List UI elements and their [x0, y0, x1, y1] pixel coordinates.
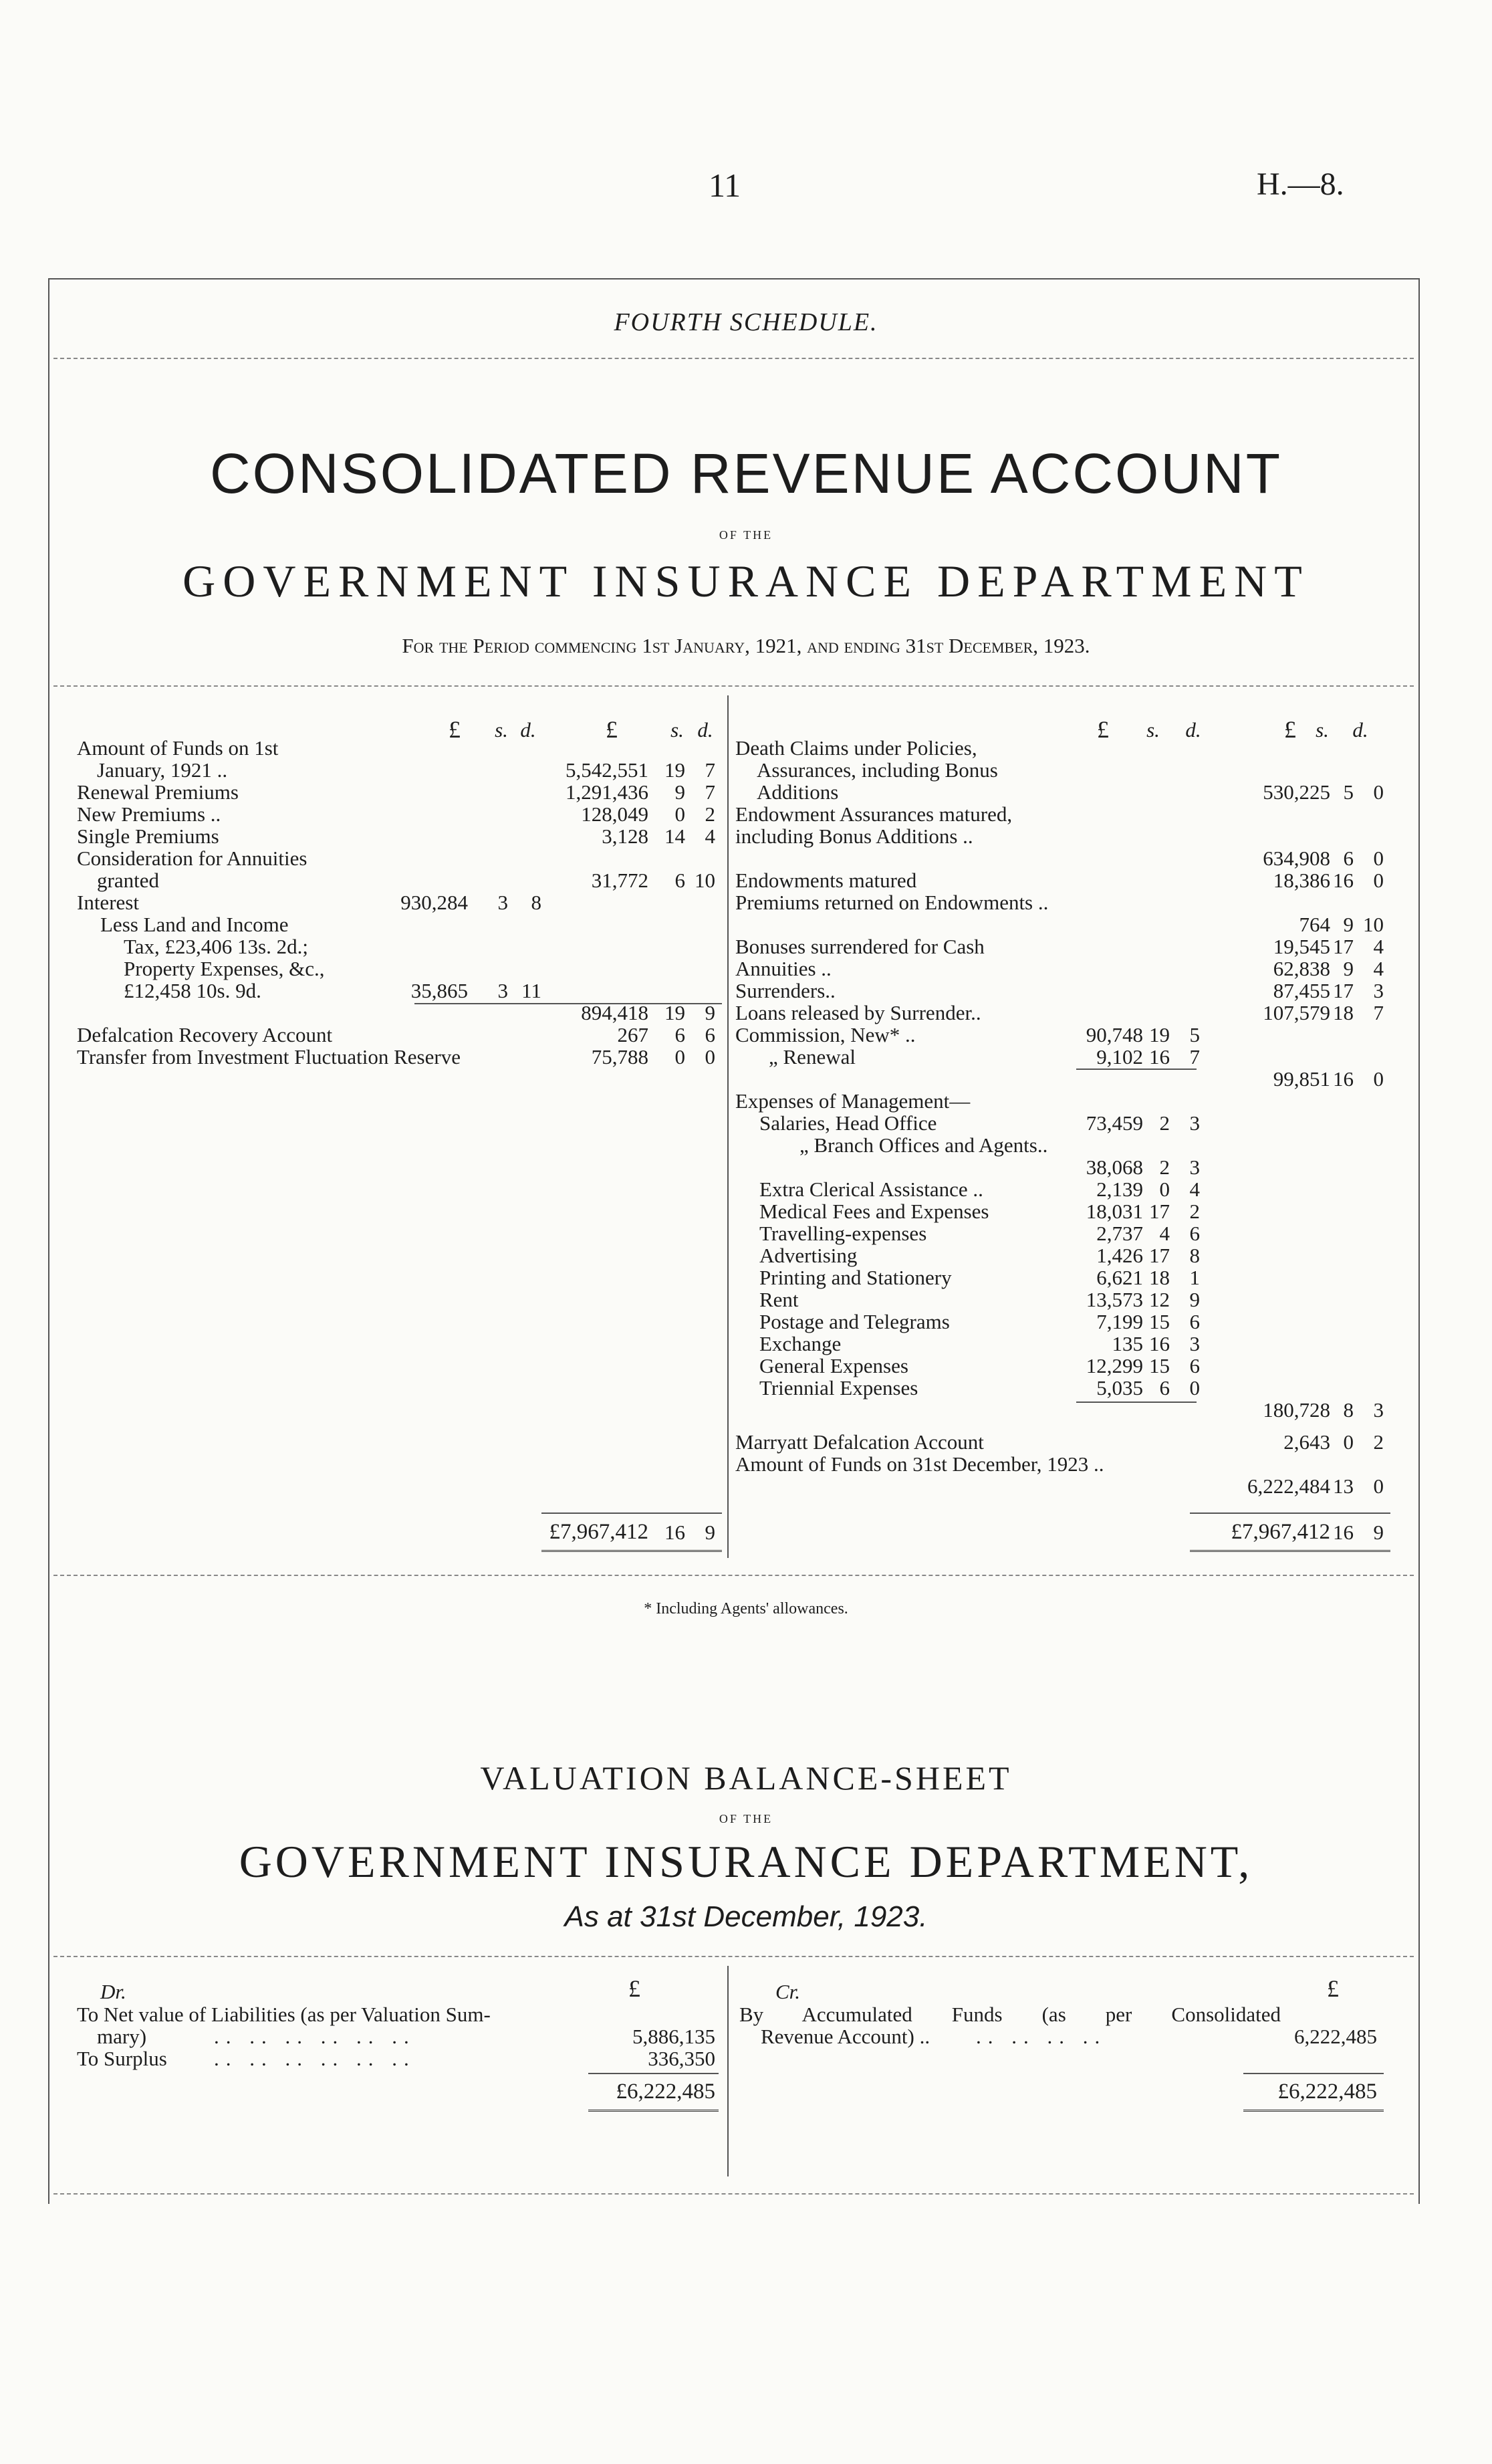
left-line: January, 1921 .. — [97, 758, 228, 782]
dr-total-double-rule — [588, 2110, 719, 2115]
left-line: Interest — [77, 891, 139, 914]
right-inner-pounds: 73,459 — [1086, 1111, 1143, 1135]
right-outer-shilling-header: s. — [1316, 718, 1329, 742]
right-line: Expenses of Management— — [735, 1089, 971, 1113]
right-line: Surrenders.. — [735, 979, 836, 1002]
page-number: 11 — [709, 166, 741, 204]
dr-pound-header: £ — [628, 1975, 640, 2002]
left-outer-pounds: 75,788 — [591, 1045, 648, 1069]
right-inner-pence: 3 — [1189, 1332, 1200, 1355]
right-inner-pence: 4 — [1189, 1178, 1200, 1201]
valuation-title-of: OF THE — [719, 1812, 773, 1825]
schedule-title: FOURTH SCHEDULE. — [614, 308, 878, 336]
left-outer-shillings: 0 — [674, 1045, 685, 1069]
dr-leader: .. .. .. .. .. .. — [214, 2025, 416, 2048]
right-line: Annuities .. — [735, 957, 832, 980]
left-inner-pounds: 930,284 — [400, 891, 468, 914]
right-inner-shillings: 6 — [1159, 1376, 1170, 1399]
right-inner-pence: 6 — [1189, 1222, 1200, 1245]
right-outer-shillings: 16 — [1333, 869, 1354, 892]
left-outer-pence: 0 — [705, 1045, 715, 1069]
right-line: „ Renewal — [769, 1045, 856, 1069]
right-inner-pence: 3 — [1189, 1155, 1200, 1179]
left-line: New Premiums .. — [77, 802, 221, 826]
right-total-top-rule — [1190, 1513, 1390, 1514]
right-outer-pounds: 99,851 — [1273, 1067, 1330, 1091]
right-outer-pence: 0 — [1373, 1067, 1384, 1091]
right-inner-pounds: 12,299 — [1086, 1354, 1143, 1377]
right-outer-pounds: 62,838 — [1273, 957, 1330, 980]
right-total-pounds: £7,967,412 — [1231, 1520, 1330, 1544]
right-outer-shillings: 13 — [1333, 1474, 1354, 1498]
right-outer-shillings: 16 — [1333, 1067, 1354, 1091]
left-line: Renewal Premiums — [77, 780, 239, 804]
right-inner-shillings: 17 — [1149, 1200, 1170, 1223]
frame-top-rule — [48, 278, 1420, 279]
table-center-rule — [727, 695, 729, 1558]
right-line: Travelling-expenses — [759, 1222, 927, 1245]
right-inner-shillings: 12 — [1149, 1288, 1170, 1311]
right-line: Salaries, Head Office — [759, 1111, 937, 1135]
left-inner-shilling-header: s. — [495, 718, 508, 742]
left-outer-pounds: 1,291,436 — [566, 780, 648, 804]
left-outer-pounds: 3,128 — [602, 824, 648, 848]
right-outer-pence: 0 — [1373, 847, 1384, 870]
commission-subtotal-rule — [1076, 1069, 1197, 1070]
left-inner-pence: 11 — [521, 979, 541, 1002]
right-outer-pence: 2 — [1373, 1430, 1384, 1454]
right-outer-pence: 0 — [1373, 869, 1384, 892]
left-line: Tax, £23,406 13s. 2d.; — [124, 935, 308, 958]
left-line: Transfer from Investment Fluctuation Reserve — [77, 1045, 461, 1069]
right-outer-pounds: 18,386 — [1273, 869, 1330, 892]
right-line: Additions — [757, 780, 839, 804]
right-inner-pounds: 18,031 — [1086, 1200, 1143, 1223]
left-outer-pounds: 5,542,551 — [566, 758, 648, 782]
cr-value: 6,222,485 — [1294, 2025, 1377, 2048]
schedule-divider — [53, 358, 1414, 359]
right-outer-shillings: 9 — [1343, 913, 1354, 936]
right-inner-pounds: 2,139 — [1096, 1178, 1143, 1201]
right-outer-pence: 3 — [1373, 979, 1384, 1002]
valuation-title-line2: GOVERNMENT INSURANCE DEPARTMENT, — [239, 1836, 1253, 1887]
right-total-pence: 9 — [1373, 1521, 1384, 1544]
right-inner-pence: 1 — [1189, 1266, 1200, 1289]
revenue-title-of: OF THE — [719, 528, 773, 542]
left-total-double-rule — [541, 1550, 722, 1555]
left-line: granted — [97, 869, 159, 892]
right-outer-shillings: 0 — [1343, 1430, 1354, 1454]
cr-line: By Accumulated Funds (as per Consolidated — [739, 2003, 1281, 2026]
left-outer-pence: 4 — [705, 824, 715, 848]
right-outer-pence: 0 — [1373, 1474, 1384, 1498]
right-inner-pence-header: d. — [1185, 718, 1201, 742]
left-inner-shillings: 3 — [497, 891, 508, 914]
left-outer-pence: 6 — [705, 1023, 715, 1046]
left-inner-pound-header: £ — [449, 716, 461, 743]
right-outer-shillings: 6 — [1343, 847, 1354, 870]
dr-label: Dr. — [100, 1980, 126, 2003]
right-outer-pence-header: d. — [1352, 718, 1368, 742]
valuation-subtitle: As at 31st December, 1923. — [564, 1900, 928, 1933]
right-outer-shillings: 17 — [1333, 979, 1354, 1002]
valuation-center-rule — [727, 1966, 729, 2176]
expenses-subtotal-rule — [1076, 1402, 1197, 1403]
right-inner-pence: 6 — [1189, 1310, 1200, 1333]
table-bottom-rule — [53, 1575, 1414, 1576]
cr-pound-header: £ — [1327, 1975, 1339, 2002]
right-line: Death Claims under Policies, — [735, 736, 977, 760]
right-inner-shillings: 15 — [1149, 1310, 1170, 1333]
cr-total-rule — [1243, 2073, 1384, 2074]
left-line: Defalcation Recovery Account — [77, 1023, 333, 1046]
table-top-rule — [53, 685, 1414, 687]
right-line: Postage and Telegrams — [759, 1310, 950, 1333]
right-outer-pounds: 87,455 — [1273, 979, 1330, 1002]
left-line: Amount of Funds on 1st — [77, 736, 279, 760]
right-inner-shillings: 0 — [1159, 1178, 1170, 1201]
right-inner-shillings: 2 — [1159, 1111, 1170, 1135]
right-outer-pounds: 764 — [1299, 913, 1330, 936]
right-inner-shillings: 17 — [1149, 1244, 1170, 1267]
right-inner-pence: 0 — [1189, 1376, 1200, 1399]
left-outer-shillings: 19 — [664, 758, 685, 782]
right-line: Bonuses surrendered for Cash — [735, 935, 985, 958]
right-line: Endowment Assurances matured, including Bonus Additions .. — [735, 802, 1013, 848]
left-outer-shillings: 6 — [674, 869, 685, 892]
right-line: Extra Clerical Assistance .. — [759, 1178, 983, 1201]
right-inner-pence: 5 — [1189, 1023, 1200, 1046]
footnote: * Including Agents' allowances. — [644, 1600, 848, 1617]
left-outer-shillings: 19 — [664, 1001, 685, 1024]
left-outer-pence: 9 — [705, 1001, 715, 1024]
right-outer-pence: 4 — [1373, 935, 1384, 958]
revenue-period: For the Period commencing 1st January, 1921, and ending 31st December, 1923. — [402, 634, 1090, 657]
left-inner-shillings: 3 — [497, 979, 508, 1002]
left-inner-pounds: 35,865 — [410, 979, 468, 1002]
frame-bottom-rule — [53, 2193, 1414, 2195]
right-inner-shillings: 4 — [1159, 1222, 1170, 1245]
right-outer-pounds: 19,545 — [1273, 935, 1330, 958]
right-line: Loans released by Surrender.. — [735, 1001, 981, 1024]
right-inner-shillings: 18 — [1149, 1266, 1170, 1289]
right-inner-pounds: 90,748 — [1086, 1023, 1143, 1046]
dr-line: To Surplus — [77, 2047, 167, 2070]
right-inner-shillings: 15 — [1149, 1354, 1170, 1377]
right-outer-pounds: 6,222,484 — [1247, 1474, 1330, 1498]
dr-leader: .. .. .. .. .. .. — [214, 2047, 416, 2070]
right-outer-shillings: 9 — [1343, 957, 1354, 980]
right-line: Printing and Stationery — [759, 1266, 952, 1289]
right-line: Marryatt Defalcation Account — [735, 1430, 984, 1454]
left-line: Property Expenses, &c., — [124, 957, 325, 980]
right-outer-shillings: 18 — [1333, 1001, 1354, 1024]
right-inner-shillings: 16 — [1149, 1332, 1170, 1355]
right-line: Assurances, including Bonus — [757, 758, 998, 782]
right-inner-pounds: 2,737 — [1096, 1222, 1143, 1245]
dr-line: mary) — [97, 2025, 147, 2048]
right-line: Premiums returned on Endowments .. — [735, 891, 1049, 914]
left-line: £12,458 10s. 9d. — [124, 979, 261, 1002]
left-outer-shillings: 6 — [674, 1023, 685, 1046]
dr-total-rule — [588, 2073, 719, 2074]
right-inner-pence: 3 — [1189, 1111, 1200, 1135]
left-outer-pence: 10 — [695, 869, 715, 892]
right-total-shillings: 16 — [1333, 1521, 1354, 1544]
left-inner-pence-header: d. — [520, 718, 536, 742]
right-inner-pence: 6 — [1189, 1354, 1200, 1377]
cr-line: Revenue Account) .. — [761, 2025, 930, 2048]
left-outer-shillings: 9 — [674, 780, 685, 804]
right-line: Commission, New* .. — [735, 1023, 916, 1046]
left-line: Single Premiums — [77, 824, 219, 848]
left-outer-shillings: 14 — [664, 824, 685, 848]
right-outer-pence: 4 — [1373, 957, 1384, 980]
right-outer-pence: 0 — [1373, 780, 1384, 804]
right-inner-pounds: 135 — [1112, 1332, 1143, 1355]
right-outer-pence: 10 — [1363, 913, 1384, 936]
right-outer-pounds: 2,643 — [1283, 1430, 1330, 1454]
right-inner-pounds: 5,035 — [1096, 1376, 1143, 1399]
right-line: Rent — [759, 1288, 799, 1311]
dr-value: 336,350 — [648, 2047, 715, 2070]
right-outer-pence: 7 — [1373, 1001, 1384, 1024]
right-outer-pounds: 107,579 — [1263, 1001, 1330, 1024]
right-line: General Expenses — [759, 1354, 908, 1377]
right-line: Exchange — [759, 1332, 842, 1355]
left-line: Consideration for Annuities — [77, 847, 307, 870]
right-inner-pounds: 1,426 — [1096, 1244, 1143, 1267]
right-outer-shillings: 5 — [1343, 780, 1354, 804]
right-line: Triennial Expenses — [759, 1376, 918, 1399]
right-outer-pounds: 180,728 — [1263, 1398, 1330, 1422]
left-total-pence: 9 — [705, 1521, 715, 1544]
right-inner-shilling-header: s. — [1146, 718, 1160, 742]
right-inner-shillings: 16 — [1149, 1045, 1170, 1069]
right-inner-pounds: 9,102 — [1096, 1045, 1143, 1069]
left-outer-pounds: 894,418 — [581, 1001, 648, 1024]
left-outer-shillings: 0 — [674, 802, 685, 826]
right-line: Medical Fees and Expenses — [759, 1200, 989, 1223]
left-total-top-rule — [541, 1513, 722, 1514]
left-total-shillings: 16 — [664, 1521, 685, 1544]
right-outer-pounds: 530,225 — [1263, 780, 1330, 804]
left-outer-pence: 7 — [705, 758, 715, 782]
right-inner-pound-header: £ — [1097, 716, 1109, 743]
valuation-title-line1: VALUATION BALANCE-SHEET — [480, 1759, 1012, 1797]
right-outer-pence: 3 — [1373, 1398, 1384, 1422]
valuation-top-rule — [53, 1956, 1414, 1957]
left-total-pounds: £7,967,412 — [549, 1520, 648, 1544]
right-line: „ Branch Offices and Agents.. — [799, 1133, 1048, 1157]
revenue-title-line2: GOVERNMENT INSURANCE DEPARTMENT — [182, 556, 1310, 606]
right-line: Amount of Funds on 31st December, 1923 .. — [735, 1452, 1104, 1476]
dr-total: £6,222,485 — [616, 2080, 715, 2104]
right-outer-pounds: 634,908 — [1263, 847, 1330, 870]
right-inner-pounds: 7,199 — [1096, 1310, 1143, 1333]
right-line: Endowments matured — [735, 869, 917, 892]
right-inner-pence: 2 — [1189, 1200, 1200, 1223]
revenue-title-line1: CONSOLIDATED REVENUE ACCOUNT — [210, 442, 1282, 505]
cr-total-double-rule — [1243, 2110, 1384, 2115]
dr-value: 5,886,135 — [632, 2025, 715, 2048]
left-outer-pounds: 31,772 — [591, 869, 648, 892]
right-inner-pence: 7 — [1189, 1045, 1200, 1069]
right-inner-shillings: 19 — [1149, 1023, 1170, 1046]
left-outer-shilling-header: s. — [670, 718, 684, 742]
left-line: Less Land and Income — [100, 913, 289, 936]
left-inner-pence: 8 — [531, 891, 541, 914]
right-inner-pounds: 13,573 — [1086, 1288, 1143, 1311]
right-line: Advertising — [759, 1244, 858, 1267]
cr-leader: .. .. .. .. — [976, 2025, 1107, 2048]
right-outer-shillings: 8 — [1343, 1398, 1354, 1422]
document-reference: H.—8. — [1257, 166, 1344, 202]
right-inner-pounds: 38,068 — [1086, 1155, 1143, 1179]
right-inner-pence: 8 — [1189, 1244, 1200, 1267]
left-outer-pound-header: £ — [606, 716, 618, 743]
cr-total: £6,222,485 — [1277, 2080, 1377, 2104]
right-inner-pounds: 6,621 — [1096, 1266, 1143, 1289]
left-outer-pounds: 267 — [617, 1023, 648, 1046]
right-outer-shillings: 17 — [1333, 935, 1354, 958]
left-outer-pounds: 128,049 — [581, 802, 648, 826]
cr-label: Cr. — [775, 1980, 801, 2003]
right-inner-pence: 9 — [1189, 1288, 1200, 1311]
dr-line: To Net value of Liabilities (as per Valuation Sum- — [77, 2003, 491, 2026]
right-outer-pound-header: £ — [1284, 716, 1296, 743]
left-outer-pence: 2 — [705, 802, 715, 826]
right-inner-shillings: 2 — [1159, 1155, 1170, 1179]
left-outer-pence: 7 — [705, 780, 715, 804]
right-total-double-rule — [1190, 1550, 1390, 1555]
left-outer-pence-header: d. — [697, 718, 713, 742]
